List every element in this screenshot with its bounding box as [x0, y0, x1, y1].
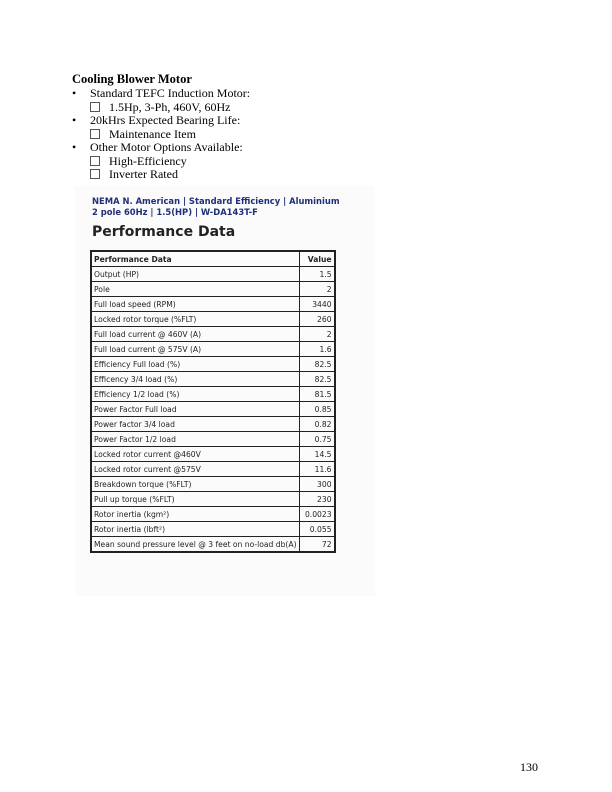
table-row	[91, 447, 335, 462]
cell-value: 11.6	[299, 462, 335, 477]
cell-value: 230	[299, 492, 335, 507]
cell-value: 3440	[299, 297, 335, 312]
bullet-item: 20kHrs Expected Bearing Life:	[90, 113, 241, 127]
cell-param: Power Factor Full load	[91, 402, 299, 417]
table-row	[91, 492, 335, 507]
cell-value: 2	[299, 327, 335, 342]
checkbox-bullet-icon	[90, 102, 100, 112]
sub-bullet-text: Inverter Rated	[109, 167, 178, 181]
subtitle-line-2: 2 pole 60Hz | 1.5(HP) | W-DA143T-F	[92, 207, 258, 217]
cell-value: 0.75	[299, 432, 335, 447]
sub-bullet-item	[90, 167, 178, 181]
sub-bullet-item	[90, 127, 196, 141]
checkbox-bullet-icon	[90, 156, 100, 166]
bullet-item: Standard TEFC Induction Motor:	[90, 86, 251, 100]
cell-param: Mean sound pressure level @ 3 feet on no-load db(A)	[91, 537, 299, 553]
cell-param: Full load current @ 575V (A)	[91, 342, 299, 357]
cell-value: 2	[299, 282, 335, 297]
table-row	[91, 522, 335, 537]
cell-param: Efficiency 1/2 load (%)	[91, 387, 299, 402]
cell-param: Rotor inertia (kgm²)	[91, 507, 299, 522]
sub-bullet-item	[90, 154, 187, 168]
bullet-item: Other Motor Options Available:	[90, 140, 243, 154]
table-row	[91, 477, 335, 492]
cell-param: Locked rotor torque (%FLT)	[91, 312, 299, 327]
cell-param: Full load current @ 460V (A)	[91, 327, 299, 342]
header-parameter: Performance Data	[91, 251, 299, 267]
page-number: 130	[520, 760, 538, 774]
cell-param: Power Factor 1/2 load	[91, 432, 299, 447]
cell-value: 72	[299, 537, 335, 553]
cell-value: 1.5	[299, 267, 335, 282]
motor-subtitle	[92, 196, 340, 218]
cell-param: Rotor inertia (lbft²)	[91, 522, 299, 537]
cell-param: Power factor 3/4 load	[91, 417, 299, 432]
header-value: Value	[299, 251, 335, 267]
subtitle-line-1: NEMA N. American | Standard Efficiency | Aluminium	[92, 196, 340, 206]
cell-param: Efficiency Full load (%)	[91, 357, 299, 372]
sub-bullet-text: High-Efficiency	[109, 153, 187, 168]
sub-bullet-text: 1.5Hp, 3-Ph, 460V, 60Hz	[109, 99, 231, 114]
table-row	[91, 417, 335, 432]
cell-value: 81.5	[299, 387, 335, 402]
bullet-icon: •	[72, 86, 77, 100]
sub-bullet-text: Maintenance Item	[109, 126, 196, 141]
performance-table	[90, 250, 336, 553]
table-header-row	[91, 251, 335, 267]
bullet-icon: •	[72, 140, 77, 154]
cell-param: Efficency 3/4 load (%)	[91, 372, 299, 387]
table-row	[91, 312, 335, 327]
table-row	[91, 462, 335, 477]
table-row	[91, 402, 335, 417]
cell-value: 1.6	[299, 342, 335, 357]
table-row	[91, 282, 335, 297]
table-row	[91, 297, 335, 312]
checkbox-bullet-icon	[90, 129, 100, 139]
table-row	[91, 432, 335, 447]
cell-value: 82.5	[299, 372, 335, 387]
cell-value: 0.85	[299, 402, 335, 417]
cell-value: 0.055	[299, 522, 335, 537]
cell-param: Pole	[91, 282, 299, 297]
bullet-icon: •	[72, 113, 77, 127]
cell-param: Locked rotor current @575V	[91, 462, 299, 477]
cell-value: 300	[299, 477, 335, 492]
cell-value: 14.5	[299, 447, 335, 462]
cell-param: Breakdown torque (%FLT)	[91, 477, 299, 492]
cell-value: 0.0023	[299, 507, 335, 522]
table-row	[91, 507, 335, 522]
cell-param: Output (HP)	[91, 267, 299, 282]
cell-value: 260	[299, 312, 335, 327]
figure-title: Performance Data	[92, 224, 236, 240]
cell-param: Full load speed (RPM)	[91, 297, 299, 312]
cell-param: Pull up torque (%FLT)	[91, 492, 299, 507]
table-row	[91, 387, 335, 402]
table-row	[91, 267, 335, 282]
table-row	[91, 342, 335, 357]
cell-value: 82.5	[299, 357, 335, 372]
checkbox-bullet-icon	[90, 169, 100, 179]
table-row	[91, 327, 335, 342]
table-row	[91, 372, 335, 387]
table-row	[91, 357, 335, 372]
cell-param: Locked rotor current @460V	[91, 447, 299, 462]
sub-bullet-item	[90, 100, 230, 114]
section-heading: Cooling Blower Motor	[72, 72, 192, 86]
cell-value: 0.82	[299, 417, 335, 432]
table-row	[91, 537, 335, 553]
